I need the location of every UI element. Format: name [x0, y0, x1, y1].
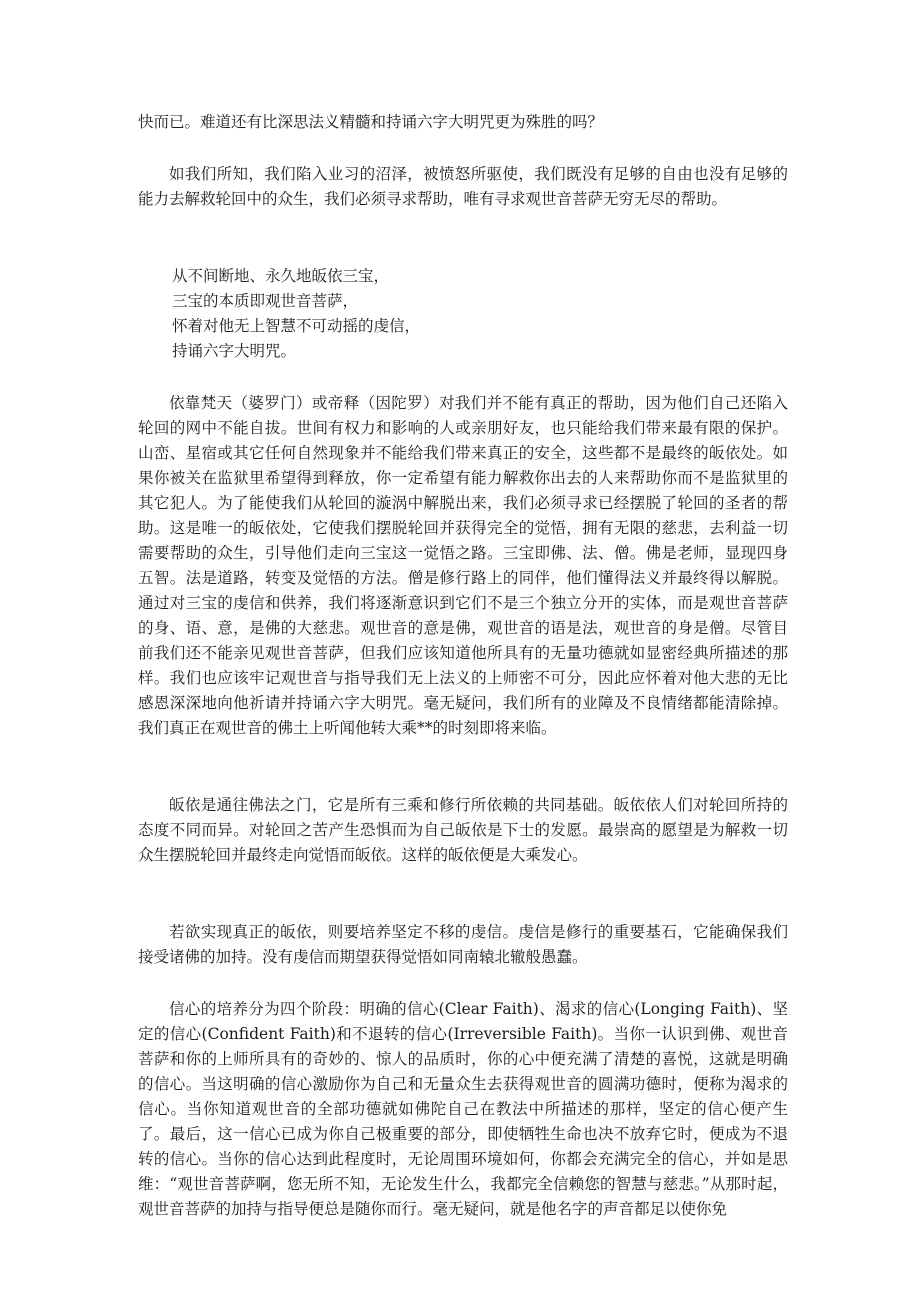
paragraph-three-jewels: 依靠梵天（婆罗门）或帝释（因陀罗）对我们并不能有真正的帮助，因为他们自己还陷入轮回的网中不能自拔。世间有权力和影响的人或亲朋好友，也只能给我们带来最有限的保护。山峦、星宿或其它任何自然现象并不能给我们带来真正的安全，这些都不是最终的皈依处。如果你被关在监狱里希望得到释放，你一定希望有能力解救你出去的人来帮助你而不是监狱里的其它犯人。为了能使我们从轮回的漩涡中解脱出来，我们必须寻求已经摆脱了轮回的圣者的帮助。这是唯一的皈依处，它使我们摆脱轮回并获得完全的觉悟，拥有无限的慈悲，去利益一切需要帮助的众生，引导他们走向三宝这一觉悟之路。三宝即佛、法、僧。佛是老师，显现四身五智。法是道路，转变及觉悟的方法。僧是修行路上的同伴，他们懂得法义并最终得以解脱。通过对三宝的虔信和供养，我们将逐渐意识到它们不是三个独立分开的实体，而是观世音菩萨的身、语、意，是佛的大慈悲。观世音的意是佛，观世音的语是法，观世音的身是僧。尽管目前我们还不能亲见观世音菩萨，但我们应该知道他所具有的无量功德就如显密经典所描述的那样。我们也应该牢记观世音与指导我们无上法义的上师密不可分，因此应怀着对他大悲的无比感恩深深地向他祈请并持诵六字大明咒。毫无疑问，我们所有的业障及不良情绪都能清除掉。我们真正在观世音的佛土上听闻他转大乘**的时刻即将来临。 — [138, 394, 788, 737]
verse-line: 怀着对他无上智慧不可动摇的虔信， — [172, 317, 421, 335]
paragraph-refuge: 皈依是通往佛法之门，它是所有三乘和修行所依赖的共同基础。皈依依人们对轮回所持的态度不同而异。对轮回之苦产生恐惧而为自己皈依是下士的发愿。最崇高的愿望是为解救一切众生摆脱轮回并最终走向觉悟而皈依。这样的皈依便是大乘发心。 — [138, 796, 788, 864]
spacer — [138, 970, 788, 997]
spacer — [138, 135, 788, 162]
verse-line: 三宝的本质即观世音菩萨， — [172, 292, 359, 310]
verse-line: 从不间断地、永久地皈依三宝， — [172, 267, 390, 285]
paragraph-faith-stages: 信心的培养分为四个阶段：明确的信心(Clear Faith)、渴求的信心(Longing Faith)、坚定的信心(Confident Faith)和不退转的信心(Irreversible Faith)。当你一认识到佛、观世音菩萨和你的上师所具有的奇妙的、惊人的品质时，你的心中便充满了清楚的喜悦，这就是明确的信心。当这明确的信心激励你为自己和无量众生去获得观世音的圆满功德时，便称为渴求的信心。当你知道观世音的全部功德就如佛陀自己在教法中所描述的那样，坚定的信心便产生了。最后，这一信心已成为你自己极重要的部分，即使牺牲生命也决不放弃它时，便成为不退转的信心。当你的信心达到此程度时，无论周围环境如何，你都会充满完全的信心，并如是思维：“观世音菩萨啊，您无所不知，无论发生什么，我都完全信赖您的智慧与慈悲。”从那时起，观世音菩萨的加持与指导便总是随你而行。毫无疑问，就是他名字的声音都足以使你免 — [138, 1000, 788, 1218]
document-page — [138, 110, 788, 1222]
refuge-verse — [138, 264, 788, 364]
paragraph-devotion: 若欲实现真正的皈依，则要培养坚定不移的虔信。虔信是修行的重要基石，它能确保我们接受诸佛的加持。没有虔信而期望获得觉悟如同南辕北辙般愚蠢。 — [138, 923, 788, 966]
spacer — [138, 212, 788, 264]
paragraph-need-help: 如我们所知，我们陷入业习的沼泽，被愤怒所驱使，我们既没有足够的自由也没有足够的能力去解救轮回中的众生，我们必须寻求帮助，唯有寻求观世音菩萨无穷无尽的帮助。 — [138, 165, 788, 208]
verse-line: 持诵六字大明咒。 — [172, 342, 297, 360]
spacer — [138, 868, 788, 920]
spacer — [138, 741, 788, 793]
opening-line: 快而已。难道还有比深思法义精髓和持诵六字大明咒更为殊胜的吗？ — [138, 113, 604, 131]
spacer — [138, 364, 788, 391]
